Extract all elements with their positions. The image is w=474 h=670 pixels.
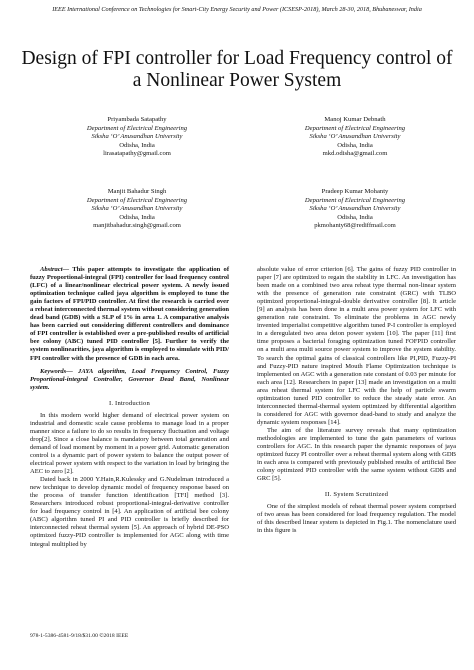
author-dept: Department of Electrical Engineering <box>86 196 188 204</box>
author-place: Odisha, India <box>119 213 155 221</box>
author-name: Pradeep Kumar Mohanty <box>321 188 389 195</box>
author-university: Siksha ‘O’ Anusandhan University <box>91 133 183 141</box>
author-email: manjitbahadur.singh@gmail.com <box>93 222 181 230</box>
author-place: Odisha, India <box>119 141 155 149</box>
author-email: pkmohanty68@rediffmail.com <box>314 222 396 230</box>
intro-paragraph-2: Dated back in 2000 Y.Hain,R.Kulessky and G.Nudelman introduced a new technique to develop dynamic model of frequency response based on the process of transfer function identification [TFI] method [3]. Researchers introduced robust proportional-integral-derivative controller for load frequency control in [4]. An application of artificial bee colony (ABC) algorithm tuned PI and PID controller is briefly described for interconnected reheat thermal system [5]. An approach of hybrid DE-PSO optimized fuzzy-PID controller is implemented for AGC along with time integral multiplied by <box>30 476 229 548</box>
section-heading-system: II. System Scrutinized <box>324 491 389 499</box>
right-column <box>257 266 456 536</box>
author-university: Siksha ‘O’ Anusandhan University <box>309 133 401 141</box>
abstract-label: Abstract— <box>40 266 70 273</box>
author-block-3 <box>52 188 222 231</box>
author-dept: Department of Electrical Engineering <box>86 124 188 132</box>
author-university: Siksha ‘O’ Anusandhan University <box>91 205 183 213</box>
abstract-text: This paper attempts to investigate the application of fuzzy Proportional-integral (FPI) controller for load frequency control (LFC) of a linear/nonlinear electrical power system. A newly issued optimization technique called jaya algorithm is employed to tune the gain factors of FPI/PID controller. At first the research is carried over a reheat interconnected thermal system without considering generation dead band (GDB) with a SLP of 1% in area 1. A comparative analysis has been carried out considering different controllers and dominance of FPI controller is established over a pre-published results of artificial bee colony (ABC) tuned PID controller [5]. Further to verify the system nonlinearities, jaya algorithm is employed to simulate with PID/ FPI controller with the presence of GDB in each area. <box>30 266 229 362</box>
author-name: Manjit Bahadur Singh <box>107 188 167 195</box>
keywords: Keywords— JAYA algorithm, Load Frequency Control, Fuzzy Proportional-integral Controller, Governor Dead Band, Nonlinear system. <box>30 367 229 391</box>
paper-title: Design of FPI controller for Load Frequency control of a Nonlinear Power System <box>21 48 453 91</box>
author-email: mkd.odisha@gmail.com <box>322 150 388 158</box>
author-block-1 <box>52 116 222 159</box>
author-place: Odisha, India <box>337 141 373 149</box>
author-name: Manoj Kumar Debnath <box>324 116 386 123</box>
section-heading-introduction: I. Introduction <box>108 399 151 407</box>
conference-header: IEEE International Conference on Technologies for Smart-City Energy Security and Power (ICSESP-2018), March 28-30, 2018, Bhubaneswar, India <box>52 6 422 13</box>
abstract <box>30 266 229 363</box>
author-university: Siksha ‘O’ Anusandhan University <box>309 205 401 213</box>
copyright-footer: 978-1-5386-4581-9/18/$31.00 ©2018 IEEE <box>30 633 129 639</box>
author-dept: Department of Electrical Engineering <box>304 124 406 132</box>
author-email: lirasatapathy@gmail.com <box>103 150 171 158</box>
author-place: Odisha, India <box>337 213 373 221</box>
body-paragraph-1: absolute value of error criterion [6]. The gains of fuzzy PID controller in paper [7] are optimized to regain the stability in LFC. An investigation has been made on a combined two area reheat type thermal non-linear system with the presence of generation rate constraint (GRC) with TLBO optimized proportional-integral-double derivative controller [8]. It article [9] an analysis has been done in a multi area power system for LFC with generation rate constraint. To eliminate the problems in AGC newly invented imperialist competitive algorithm tuned P-I controller is employed in a deregulated two area deion power system [10]. The paper [11] first time proposes a bacterial foraging optimization tuned FOFPID controller on a multi area multi source power system to improve the system stability. To search the optimal gains of classical controllers like PI,PID, Fuzzy-PI and Fuzzy-PID nature inspired Mouth Flame Optimization technique is implemented on AGC with a generation rate constant of 0.03 per minute for each area [12]. Researchers in paper [13] made an investigation on a multi area reheat thermal system for LFC with the help of particle swarm optimization tuned PID controller to reduce the steady state error. An interconnected thermal-thermal system optimized by differential algorithm is considered for AGC with governor dead-band to study and analyze the dynamic system responses [14]. <box>257 266 456 426</box>
author-block-2 <box>270 116 440 159</box>
intro-paragraph-1: In this modern world higher demand of electrical power system on industrial and domestic scale cause problems to manage load in a proper manner since a failure to do so results in frequency fluctuation and voltage drop[2]. Since a close balance is mandatory between total generation and demand of load moment by moment in a power grid. Automatic generation control is a dynamic part of power system to balance the output power of electrical power system with respect to the variation in load by bringing the AEC to zero [2]. <box>30 411 229 476</box>
author-dept: Department of Electrical Engineering <box>304 196 406 204</box>
body-paragraph-2: The aim of the literature survey reveals that many optimization methodologies are implemented to tune the gain parameters of various controllers for AGC. In this research paper the dynamic responses of jaya optimized fuzzy PI controller over a reheat thermal system along with GDB in each area is compared with previously published results of artificial Bee colony optimized PID controller with the same system without GDB and GRC [5]. <box>257 426 456 483</box>
author-name: Priyambada Satapathy <box>107 116 167 123</box>
body-paragraph-3: One of the simplest models of reheat thermal power system comprised of two areas has been considered for load frequency regulation. The model of this described linear system is depicted in Fig.1. The nomenclature used in this figure is <box>257 503 456 535</box>
left-column <box>30 266 229 549</box>
author-block-4 <box>270 188 440 231</box>
